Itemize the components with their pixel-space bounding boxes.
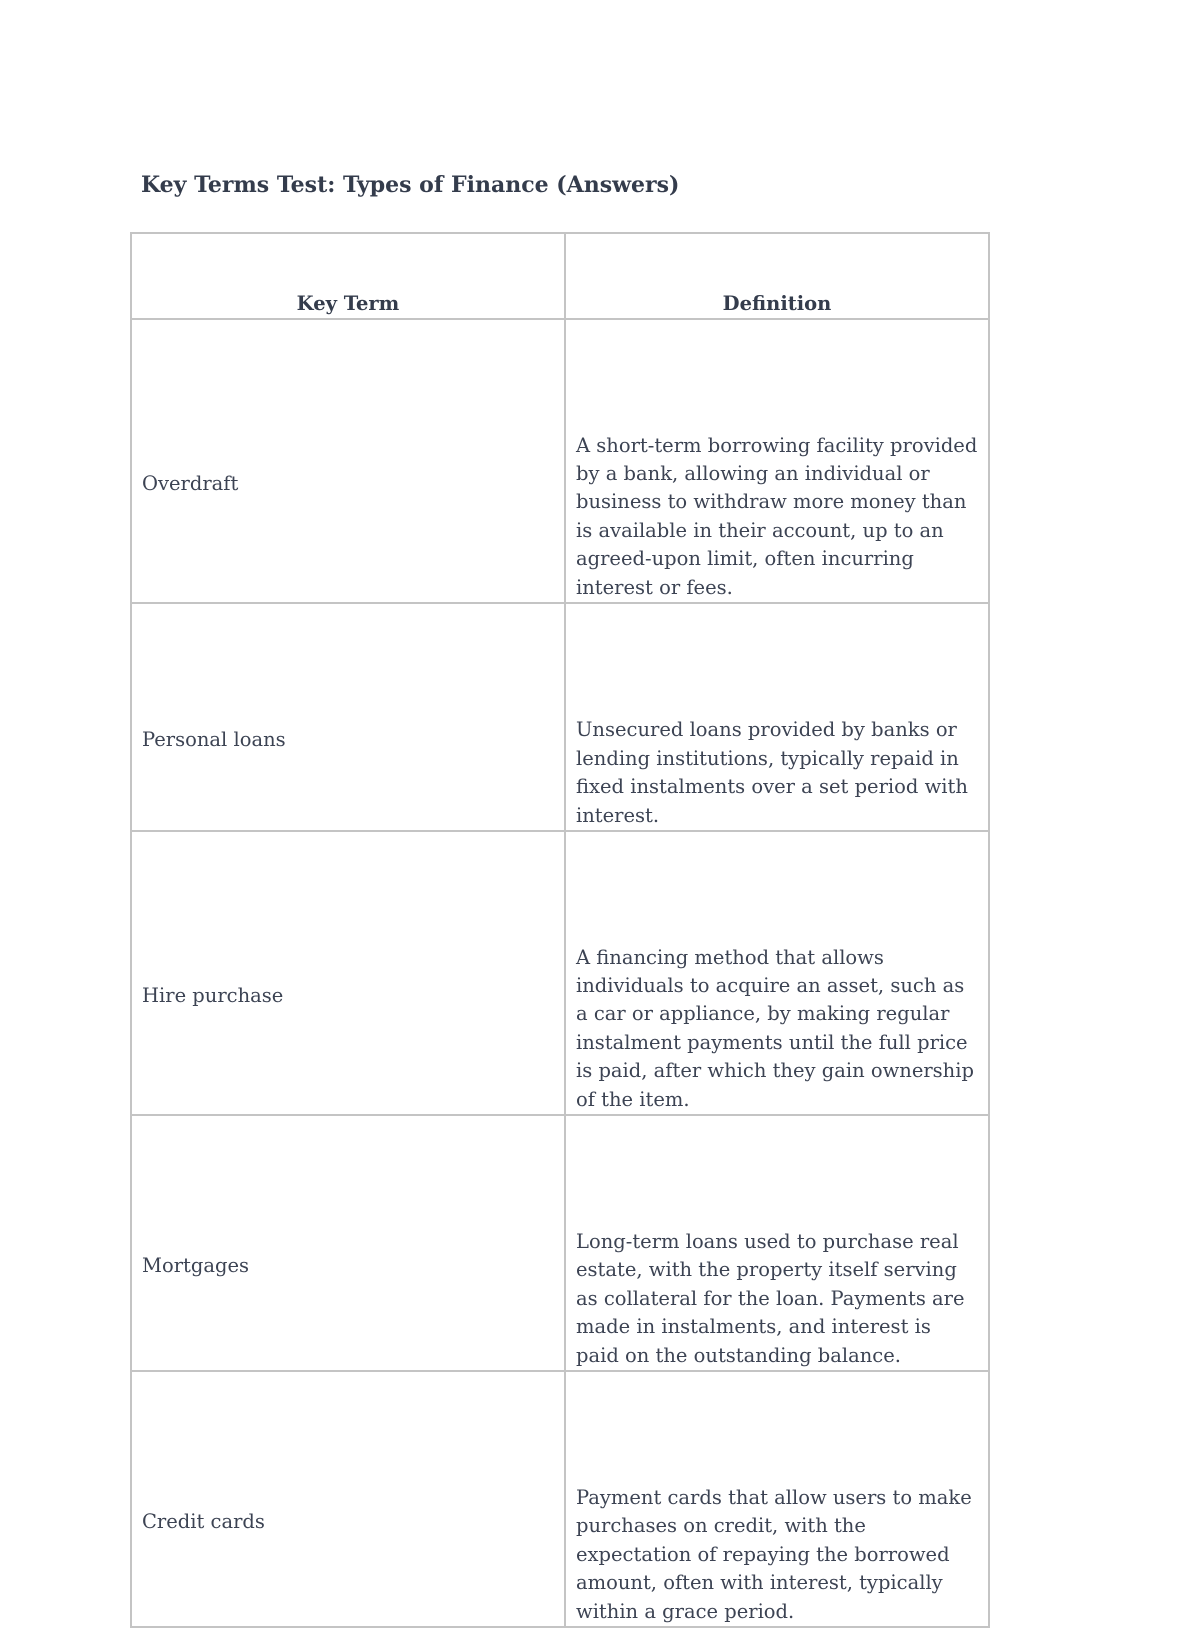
table-header-row <box>131 233 989 319</box>
key-term-cell: Overdraft <box>131 319 565 603</box>
definition-cell: A short-term borrowing facility provided by a bank, allowing an individual or business to withdraw more money than is available in their account, up to an agreed-upon limit, often incurring interest or fees. <box>565 319 989 603</box>
table-row <box>131 1115 989 1371</box>
column-header-key-term: Key Term <box>131 233 565 319</box>
table-row <box>131 1371 989 1627</box>
key-term-cell: Credit cards <box>131 1371 565 1627</box>
definition-cell: Unsecured loans provided by banks or lending institutions, typically repaid in fixed instalments over a set period with interest. <box>565 603 989 831</box>
definition-cell: Long-term loans used to purchase real estate, with the property itself serving as collateral for the loan. Payments are made in instalments, and interest is paid on the outstanding balance. <box>565 1115 989 1371</box>
table-row <box>131 603 989 831</box>
definition-cell: Payment cards that allow users to make purchases on credit, with the expectation of repaying the borrowed amount, often with interest, typically within a grace period. <box>565 1371 989 1627</box>
page-title: Key Terms Test: Types of Finance (Answers) <box>141 172 680 198</box>
table-row <box>131 319 989 603</box>
column-header-definition: Definition <box>565 233 989 319</box>
key-term-cell: Mortgages <box>131 1115 565 1371</box>
key-term-cell: Hire purchase <box>131 831 565 1115</box>
key-term-cell: Personal loans <box>131 603 565 831</box>
key-terms-table <box>130 232 990 1628</box>
table-row <box>131 831 989 1115</box>
definition-cell: A financing method that allows individuals to acquire an asset, such as a car or appliance, by making regular instalment payments until the full price is paid, after which they gain ownership of the item. <box>565 831 989 1115</box>
